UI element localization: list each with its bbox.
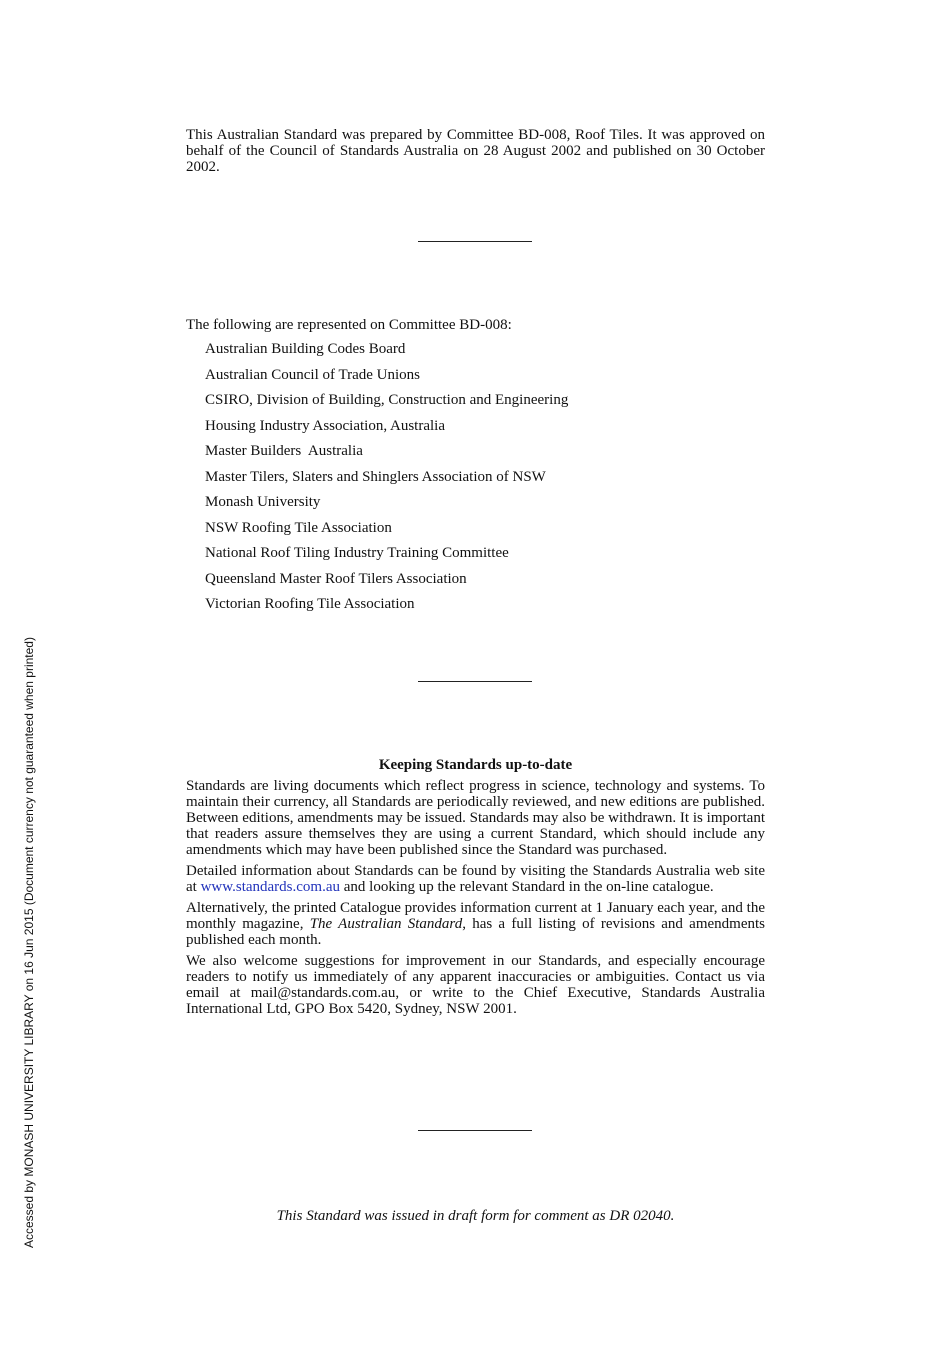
keeping-standards-heading: Keeping Standards up-to-date [378,757,573,773]
section-divider [418,241,532,242]
section-divider [418,681,532,682]
preparation-statement: This Australian Standard was prepared by Committee BD-008, Roof Tiles. It was approved on behalf of the Council of Standards Australia on 28 August 2002 and published on 30 October 2002. [186,127,765,175]
committee-member: CSIRO, Division of Building, Construction and Engineering [205,392,569,408]
keeping-paragraph-1: Standards are living documents which reflect progress in science, technology and systems. To maintain their currency, all Standards are periodically reviewed, and new editions are published. Between editions, amendments may be issued. Standards may also be withdrawn. It is important that readers assure themselves they are using a current Standard, which should include any amendments which may have been published since the Standard was purchased. [186,778,765,858]
keeping-paragraph-3 [186,900,765,948]
keeping-standards-body [186,778,765,1022]
committee-member: Master Tilers, Slaters and Shinglers Association of NSW [205,468,546,485]
section-divider [418,1130,532,1131]
access-watermark: Accessed by MONASH UNIVERSITY LIBRARY on 16 Jun 2015 (Document currency not guaranteed when printed) [22,637,36,1248]
committee-member: NSW Roofing Tile Association [205,519,392,536]
committee-member: Housing Industry Association, Australia [205,417,445,434]
keeping-paragraph-4: We also welcome suggestions for improvement in our Standards, and especially encourage readers to notify us immediately of any apparent inaccuracies or ambiguities. Contact us via email at mail@standards.com.au, or write to the Chief Executive, Standards Australia International Ltd, GPO Box 5420, Sydney, NSW 2001. [186,953,765,1017]
paragraph-text: and looking up the relevant Standard in the on-line catalogue. [340,879,714,895]
committee-intro: The following are represented on Committee BD-008: [186,317,512,333]
keeping-paragraph-2 [186,863,765,895]
committee-member: National Roof Tiling Industry Training Committee [205,545,509,561]
magazine-title: The Australian Standard [309,916,463,932]
standards-website-link[interactable]: www.standards.com.au [200,879,340,895]
committee-member: Monash University [205,494,321,510]
paragraph-text: Detailed information about Standards can be found by visiting the Standards Australia web site at [186,863,765,895]
committee-member: Master Builders Australia [205,443,363,459]
committee-member: Australian Council of Trade Unions [205,366,420,383]
committee-members-list [205,340,568,621]
committee-member: Australian Building Codes Board [205,341,406,357]
paragraph-text: Alternatively, the printed Catalogue provides information current at 1 January each year, and the monthly magazine, [186,900,765,932]
paragraph-text: , has a full listing of revisions and amendments published each month. [186,916,765,948]
committee-member: Queensland Master Roof Tilers Association [205,570,467,587]
draft-issue-note: This Standard was issued in draft form for comment as DR 02040. [276,1208,675,1224]
committee-member: Victorian Roofing Tile Association [205,596,415,612]
